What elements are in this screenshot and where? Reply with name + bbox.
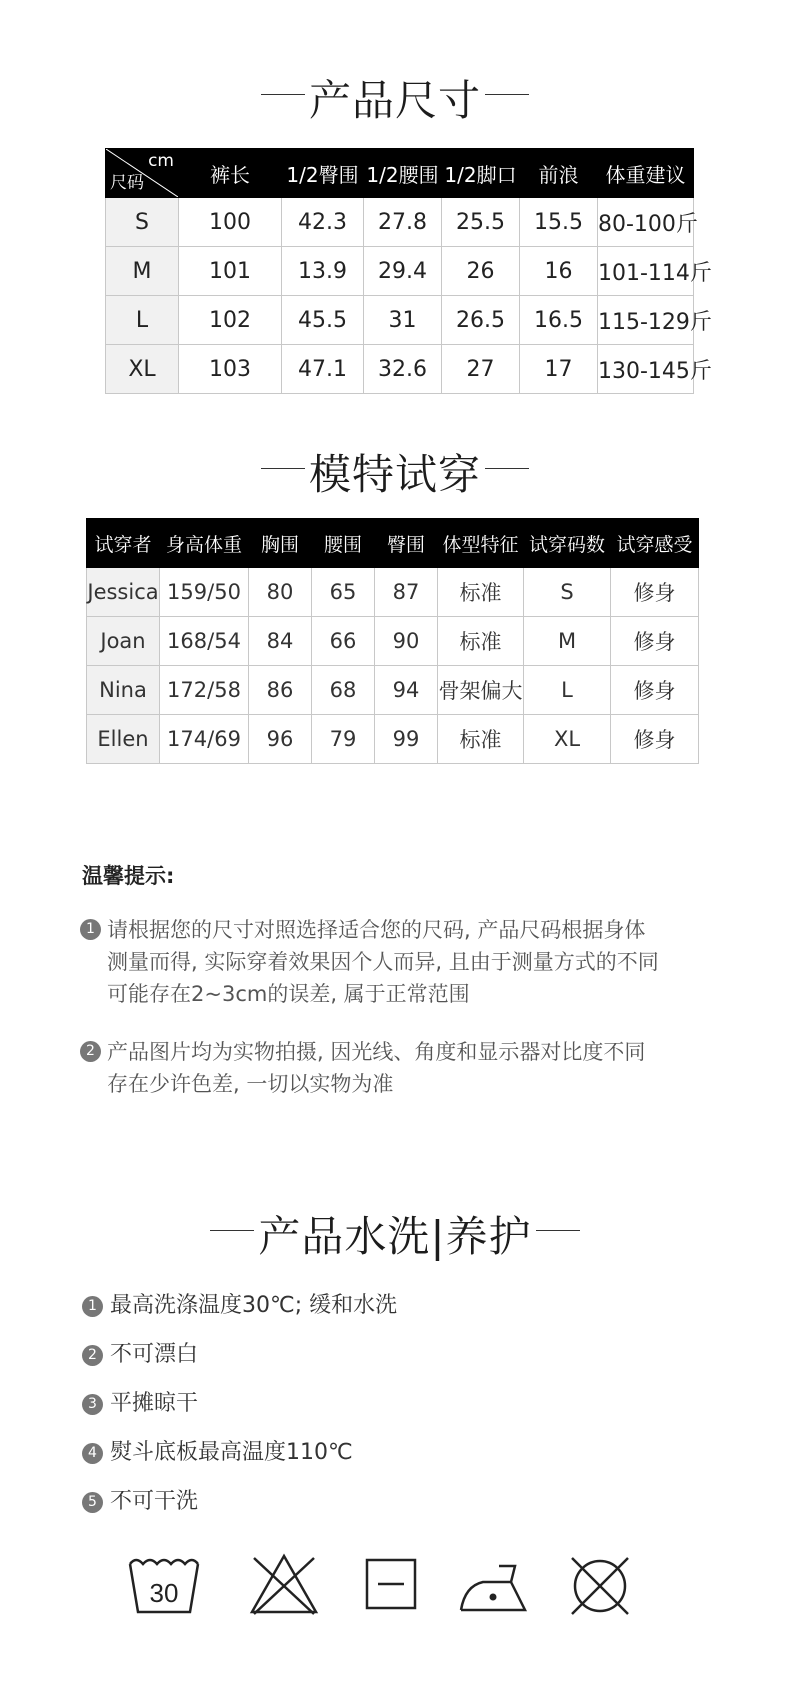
size-cell: 27.8: [364, 198, 442, 247]
size-header-row: [106, 149, 694, 198]
size-corner-cell: [106, 149, 179, 198]
care-item: [82, 1438, 353, 1468]
model-cell: L: [524, 666, 611, 715]
model-cell: 87: [375, 568, 438, 617]
size-cell: 31: [364, 296, 442, 345]
title-rule-left: [261, 94, 305, 95]
model-header-cell: 腰围: [312, 519, 375, 568]
size-cell: 47.1: [282, 345, 364, 394]
size-title-text: 产品尺寸: [308, 76, 481, 125]
size-row: [106, 345, 694, 394]
care-text: 不可漂白: [110, 1342, 199, 1367]
wash-30-icon: [126, 1550, 202, 1620]
model-table: [86, 518, 699, 764]
title-rule-right: [536, 1230, 580, 1231]
model-header-cell: 身高体重: [160, 519, 249, 568]
tip-line: 可能存在2~3cm的误差, 属于正常范围: [107, 982, 470, 1006]
care-item: [82, 1487, 198, 1517]
model-cell: M: [524, 617, 611, 666]
model-name-cell: Jessica: [87, 568, 160, 617]
model-row: [87, 568, 699, 617]
model-cell: 修身: [611, 666, 699, 715]
model-name-cell: Ellen: [87, 715, 160, 764]
model-header-cell: 试穿感受: [611, 519, 699, 568]
tip-item: [80, 1036, 720, 1100]
size-row: [106, 198, 694, 247]
model-cell: 标准: [438, 715, 524, 764]
size-row: [106, 296, 694, 345]
size-cell: 32.6: [364, 345, 442, 394]
model-cell: 68: [312, 666, 375, 715]
size-cell: 15.5: [520, 198, 598, 247]
tip-item: [80, 914, 720, 1010]
size-header-cell: 裤长: [179, 149, 282, 198]
care-title-text: 产品水洗|养护: [258, 1212, 532, 1261]
model-header-cell: 臀围: [375, 519, 438, 568]
size-cell: 101: [179, 247, 282, 296]
size-cell: 26.5: [442, 296, 520, 345]
size-cell: 45.5: [282, 296, 364, 345]
model-cell: 90: [375, 617, 438, 666]
size-label-cell: L: [106, 296, 179, 345]
care-number-badge: 1: [82, 1296, 103, 1317]
title-rule-left: [210, 1230, 254, 1231]
model-cell: 骨架偏大: [438, 666, 524, 715]
care-text: 不可干洗: [110, 1489, 199, 1514]
care-item: [82, 1291, 397, 1321]
model-cell: 96: [249, 715, 312, 764]
model-cell: 99: [375, 715, 438, 764]
model-cell: 80: [249, 568, 312, 617]
size-cell: 16: [520, 247, 598, 296]
tip-line: 产品图片均为实物拍摄, 因光线、角度和显示器对比度不同: [107, 1040, 646, 1064]
size-table: [105, 148, 712, 394]
model-title-text: 模特试穿: [308, 450, 481, 499]
title-rule-left: [261, 468, 305, 469]
care-text: 熨斗底板最高温度110℃: [110, 1440, 353, 1465]
size-cell: 25.5: [442, 198, 520, 247]
tip-number-badge: 1: [80, 919, 101, 940]
care-number-badge: 4: [82, 1443, 103, 1464]
model-header-cell: 体型特征: [438, 519, 524, 568]
care-number-badge: 3: [82, 1394, 103, 1415]
model-header-cell: 胸围: [249, 519, 312, 568]
model-cell: 94: [375, 666, 438, 715]
care-number-badge: 5: [82, 1492, 103, 1513]
model-cell: 66: [312, 617, 375, 666]
model-row: [87, 715, 699, 764]
size-cell: 80-100斤: [598, 198, 694, 247]
model-header-row: [87, 519, 699, 568]
model-row: [87, 666, 699, 715]
model-cell: XL: [524, 715, 611, 764]
iron-low-icon: [455, 1550, 531, 1620]
model-cell: 79: [312, 715, 375, 764]
model-cell: 65: [312, 568, 375, 617]
care-text: 最高洗涤温度30℃; 缓和水洗: [110, 1293, 398, 1318]
model-row: [87, 617, 699, 666]
size-cell: 16.5: [520, 296, 598, 345]
model-cell: S: [524, 568, 611, 617]
size-header-cell: 1/2腰围: [364, 149, 442, 198]
model-header-cell: 试穿者: [87, 519, 160, 568]
size-section-title: [0, 68, 790, 128]
model-cell: 172/58: [160, 666, 249, 715]
size-cell: 130-145斤: [598, 345, 694, 394]
size-cell: 27: [442, 345, 520, 394]
size-cell: 42.3: [282, 198, 364, 247]
model-cell: 标准: [438, 617, 524, 666]
title-rule-right: [485, 94, 529, 95]
model-cell: 修身: [611, 617, 699, 666]
care-text: 平摊晾干: [110, 1391, 199, 1416]
size-cell: 103: [179, 345, 282, 394]
size-header-cell: 1/2臀围: [282, 149, 364, 198]
corner-label: 尺码: [110, 173, 144, 193]
size-cell: 17: [520, 345, 598, 394]
care-item: [82, 1389, 198, 1419]
size-cell: 13.9: [282, 247, 364, 296]
model-cell: 标准: [438, 568, 524, 617]
tip-line: 测量而得, 实际穿着效果因个人而异, 且由于测量方式的不同: [107, 950, 659, 974]
model-cell: 修身: [611, 568, 699, 617]
model-cell: 86: [249, 666, 312, 715]
size-cell: 100: [179, 198, 282, 247]
size-cell: 29.4: [364, 247, 442, 296]
tip-line: 请根据您的尺寸对照选择适合您的尺码, 产品尺码根据身体: [107, 918, 646, 942]
care-item: [82, 1340, 198, 1370]
size-label-cell: XL: [106, 345, 179, 394]
size-row: [106, 247, 694, 296]
model-cell: 168/54: [160, 617, 249, 666]
tip-number-badge: 2: [80, 1041, 101, 1062]
care-number-badge: 2: [82, 1345, 103, 1366]
dry-flat-icon: [354, 1550, 430, 1620]
tips-title: 温馨提示:: [82, 864, 175, 888]
model-name-cell: Joan: [87, 617, 160, 666]
size-label-cell: M: [106, 247, 179, 296]
model-cell: 174/69: [160, 715, 249, 764]
size-cell: 101-114斤: [598, 247, 694, 296]
no-dry-clean-icon: [562, 1550, 638, 1620]
size-header-cell: 体重建议: [598, 149, 694, 198]
model-cell: 修身: [611, 715, 699, 764]
size-cell: 26: [442, 247, 520, 296]
size-label-cell: S: [106, 198, 179, 247]
corner-unit: cm: [148, 151, 174, 171]
size-header-cell: 前浪: [520, 149, 598, 198]
size-cell: 115-129斤: [598, 296, 694, 345]
tip-line: 存在少许色差, 一切以实物为准: [107, 1072, 394, 1096]
model-cell: 84: [249, 617, 312, 666]
care-section-title: [0, 1204, 790, 1264]
model-name-cell: Nina: [87, 666, 160, 715]
size-header-cell: 1/2脚口: [442, 149, 520, 198]
model-header-cell: 试穿码数: [524, 519, 611, 568]
model-cell: 159/50: [160, 568, 249, 617]
title-rule-right: [485, 468, 529, 469]
model-section-title: [0, 442, 790, 502]
size-cell: 102: [179, 296, 282, 345]
no-bleach-icon: [246, 1550, 322, 1620]
wash-temperature-label: 30: [149, 1578, 179, 1608]
